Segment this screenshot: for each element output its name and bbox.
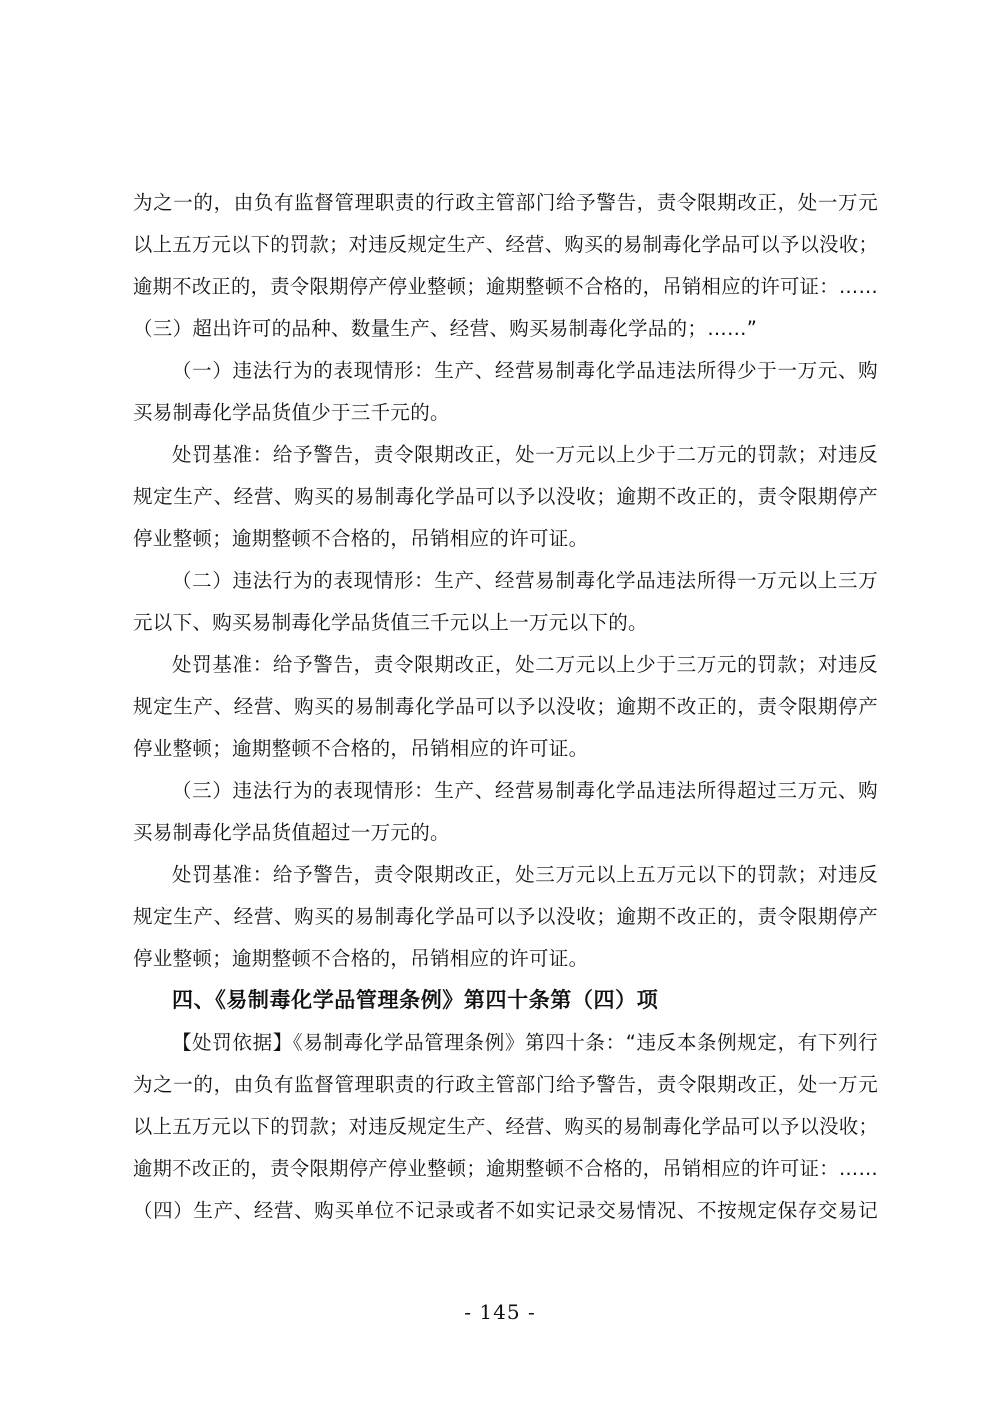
text-line: （二）违法行为的表现情形：生产、经营易制毒化学品违法所得一万元以上三万 <box>172 569 878 592</box>
text-line: 买易制毒化学品货值少于三千元的。 <box>133 401 450 424</box>
text-line: 处罚基准：给予警告，责令限期改正，处一万元以上少于二万元的罚款；对违反 <box>172 443 878 466</box>
text-line: 元以下、购买易制毒化学品货值三千元以上一万元以下的。 <box>133 611 648 634</box>
text-line: 【处罚依据】《易制毒化学品管理条例》第四十条：“违反本条例规定，有下列行 <box>172 1031 878 1054</box>
text-line: 逾期不改正的，责令限期停产停业整顿；逾期整顿不合格的，吊销相应的许可证：…… <box>133 1157 878 1180</box>
text-line: 以上五万元以下的罚款；对违反规定生产、经营、购买的易制毒化学品可以予以没收； <box>133 233 878 256</box>
text-line: 停业整顿；逾期整顿不合格的，吊销相应的许可证。 <box>133 527 589 550</box>
text-line: 以上五万元以下的罚款；对违反规定生产、经营、购买的易制毒化学品可以予以没收； <box>133 1115 878 1138</box>
text-line: 规定生产、经营、购买的易制毒化学品可以予以没收；逾期不改正的，责令限期停产 <box>133 485 878 508</box>
text-line: 规定生产、经营、购买的易制毒化学品可以予以没收；逾期不改正的，责令限期停产 <box>133 695 878 718</box>
text-line: 为之一的，由负有监督管理职责的行政主管部门给予警告，责令限期改正，处一万元 <box>133 191 878 214</box>
text-line: 处罚基准：给予警告，责令限期改正，处二万元以上少于三万元的罚款；对违反 <box>172 653 878 676</box>
text-line: 逾期不改正的，责令限期停产停业整顿；逾期整顿不合格的，吊销相应的许可证：…… <box>133 275 878 298</box>
section-heading: 四、《易制毒化学品管理条例》第四十条第（四）项 <box>172 987 659 1012</box>
text-line: （四）生产、经营、购买单位不记录或者不如实记录交易情况、不按规定保存交易记 <box>133 1199 878 1222</box>
text-line: 为之一的，由负有监督管理职责的行政主管部门给予警告，责令限期改正，处一万元 <box>133 1073 878 1096</box>
text-line: 买易制毒化学品货值超过一万元的。 <box>133 821 450 844</box>
text-line: 停业整顿；逾期整顿不合格的，吊销相应的许可证。 <box>133 737 589 760</box>
text-line: （三）违法行为的表现情形：生产、经营易制毒化学品违法所得超过三万元、购 <box>172 779 878 802</box>
text-line: 规定生产、经营、购买的易制毒化学品可以予以没收；逾期不改正的，责令限期停产 <box>133 905 878 928</box>
page-number: - 145 - <box>464 1300 536 1324</box>
text-line: 停业整顿；逾期整顿不合格的，吊销相应的许可证。 <box>133 947 589 970</box>
text-line: 处罚基准：给予警告，责令限期改正，处三万元以上五万元以下的罚款；对违反 <box>172 863 878 886</box>
text-line: （三）超出许可的品种、数量生产、经营、购买易制毒化学品的；……” <box>133 317 758 340</box>
text-line: （一）违法行为的表现情形：生产、经营易制毒化学品违法所得少于一万元、购 <box>172 359 878 382</box>
